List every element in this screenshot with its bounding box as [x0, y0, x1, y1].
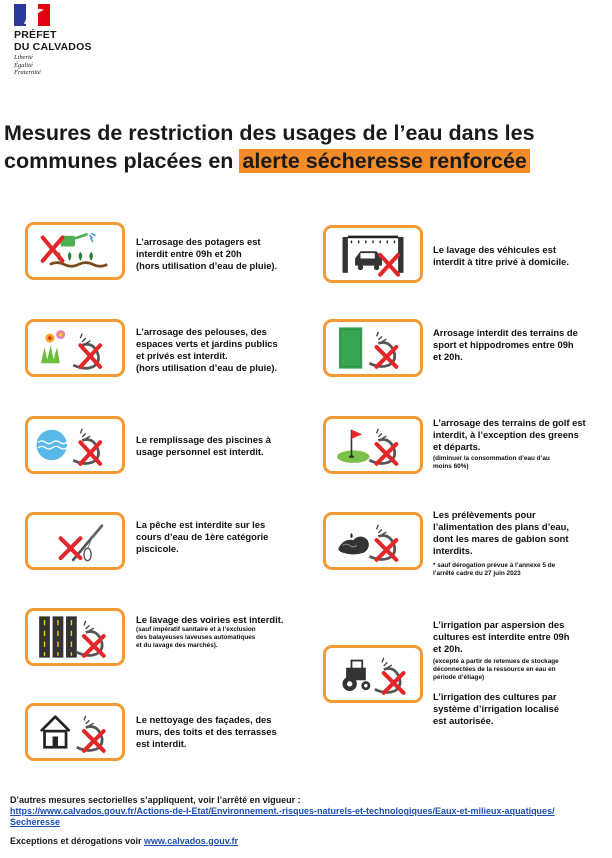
measure-line: interdit, à l’exception des greens — [433, 429, 579, 440]
measure-note: * sauf dérogation prévue à l’annexe 5 de — [433, 562, 556, 569]
measure-text-roads — [136, 614, 283, 650]
measure-line: L’arrosage des terrains de golf est — [433, 417, 586, 428]
measure-text-pools — [136, 434, 271, 458]
measure-text-vegetables — [136, 236, 277, 272]
measure-text-vehicles — [433, 244, 569, 268]
measure-line: interdits. — [433, 545, 473, 556]
measure-line: espaces verts et jardins publics — [136, 338, 278, 349]
car-wash-icon — [326, 228, 420, 280]
measure-line: est interdit. — [136, 738, 187, 749]
house-facade-icon — [28, 706, 122, 758]
republic-motto — [14, 54, 92, 77]
title-text: Mesures de restriction des usages de l’eau dans les communes placées en — [4, 121, 535, 173]
measure-text-irrigation — [433, 619, 570, 727]
measure-icon-box-roads — [25, 608, 125, 666]
measure-line: (hors utilisation d’eau de pluie). — [136, 362, 278, 373]
measure-icon-box-fishing — [25, 512, 125, 570]
measure-line: La pêche est interdite sur les — [136, 519, 266, 530]
measure-icon-box-pools — [25, 416, 125, 474]
measure-line: sport et hippodromes entre 09h — [433, 339, 574, 350]
measure-icon-box-facades — [25, 703, 125, 761]
measure-line: L’arrosage des pelouses, des — [136, 326, 267, 337]
title-highlight: alerte sécheresse renforcée — [239, 149, 529, 173]
measure-line: cours d’eau de 1ère catégorie — [136, 531, 269, 542]
measure-text-fishing — [136, 519, 268, 555]
prefecture-name — [14, 29, 92, 53]
measure-line: (hors utilisation d’eau de pluie). — [136, 260, 278, 271]
measure-line: piscicole. — [136, 543, 179, 554]
golf-course-icon — [326, 419, 420, 471]
measure-note: (diminuer la consommation d’eau d’au — [433, 455, 550, 462]
measure-note: moins 60%) — [433, 463, 469, 470]
measure-text-facades — [136, 714, 277, 750]
motto-egalite: Égalité — [14, 61, 33, 69]
measure-line: système d’irrigation localisé — [433, 703, 560, 714]
tractor-irrigation-icon — [326, 648, 420, 700]
measure-note: des balayeuses laveuses automatiques — [136, 634, 256, 641]
measure-line: est autorisée. — [433, 715, 494, 726]
decree-link-continued[interactable]: Secheresse — [10, 817, 61, 827]
exceptions-label: Exceptions et dérogations voir — [10, 836, 145, 846]
measure-icon-box-ponds — [323, 512, 423, 570]
measure-note: déconnectées de la ressource en eau en — [433, 666, 556, 673]
measure-note: l’arrêté cadre du 27 juin 2023 — [433, 570, 521, 577]
measure-line: et privés est interdit. — [136, 350, 228, 361]
measure-line: et 20h. — [433, 351, 463, 362]
measure-icon-box-irrigation — [323, 645, 423, 703]
measure-line: cultures est interdite entre 09h — [433, 631, 570, 642]
watering-can-vegetables-icon — [28, 225, 122, 277]
measure-note: et du lavage des marchés). — [136, 642, 218, 649]
measure-line: Le lavage des véhicules est — [433, 244, 556, 255]
flowers-grass-hose-icon — [28, 322, 122, 374]
prefecture-logo — [14, 4, 92, 77]
measure-line: et départs. — [433, 441, 481, 452]
measure-line: murs, des toits et des terrasses — [136, 726, 277, 737]
measure-text-golf — [433, 417, 586, 471]
measure-line: Les prélèvements pour — [433, 509, 536, 520]
measure-note: (excepté à partir de retenues de stockage — [433, 658, 559, 665]
measure-icon-box-sports — [323, 319, 423, 377]
measure-line: interdit entre 09h et 20h — [136, 248, 242, 259]
measure-line: l’alimentation des plans d’eau, — [433, 521, 569, 532]
measure-text-ponds — [433, 509, 569, 578]
measure-note: période d’étiage) — [433, 674, 485, 681]
motto-fraternite: Fraternité — [14, 69, 41, 76]
measure-line: L’irrigation par aspersion des — [433, 619, 565, 630]
measure-line: et 20h. — [433, 643, 463, 654]
measure-icon-box-golf — [323, 416, 423, 474]
measure-line: Arrosage interdit des terrains de — [433, 327, 578, 338]
page-title — [4, 119, 608, 175]
decree-link[interactable]: https://www.calvados.gouv.fr/Actions-de-l-Etat/Environnement.-risques-naturels-et-technologiques/Eaux-et-milieux-aquatiques/ — [10, 806, 555, 816]
measure-line: usage personnel est interdit. — [136, 446, 264, 457]
measure-icon-box-vehicles — [323, 225, 423, 283]
measure-line: Le remplissage des piscines à — [136, 434, 271, 445]
measure-line: L’arrosage des potagers est — [136, 236, 261, 247]
motto-liberte: Liberté — [14, 54, 33, 61]
footer-intro: D’autres mesures sectorielles s’appliquent, voir l’arrêté en vigueur : — [10, 795, 301, 805]
pond-water-icon — [326, 515, 420, 567]
measure-icon-box-vegetables — [25, 222, 125, 280]
prefecture-line-2: DU CALVADOS — [14, 41, 92, 53]
measure-line: interdit à titre privé à domicile. — [433, 256, 569, 267]
measure-icon-box-lawns — [25, 319, 125, 377]
measure-text-lawns — [136, 326, 278, 374]
calvados-site-link[interactable]: www.calvados.gouv.fr — [144, 836, 239, 846]
measure-line: Le lavage des voiries est interdit. — [136, 614, 284, 625]
road-cleaning-icon — [28, 611, 122, 663]
footer — [10, 795, 606, 847]
marianne-flag-icon — [14, 4, 50, 26]
prefecture-line-1: PRÉFET — [14, 29, 57, 41]
sports-field-hose-icon — [326, 322, 420, 374]
swimming-pool-icon — [28, 419, 122, 471]
measure-note: (sauf impératif sanitaire et à l’exclusion — [136, 626, 256, 633]
measure-line: L’irrigation des cultures par — [433, 691, 557, 702]
measure-text-sports — [433, 327, 578, 363]
measure-line: Le nettoyage des façades, des — [136, 714, 272, 725]
fishing-rod-icon — [28, 515, 122, 567]
measure-line: dont les mares de gabion sont — [433, 533, 569, 544]
